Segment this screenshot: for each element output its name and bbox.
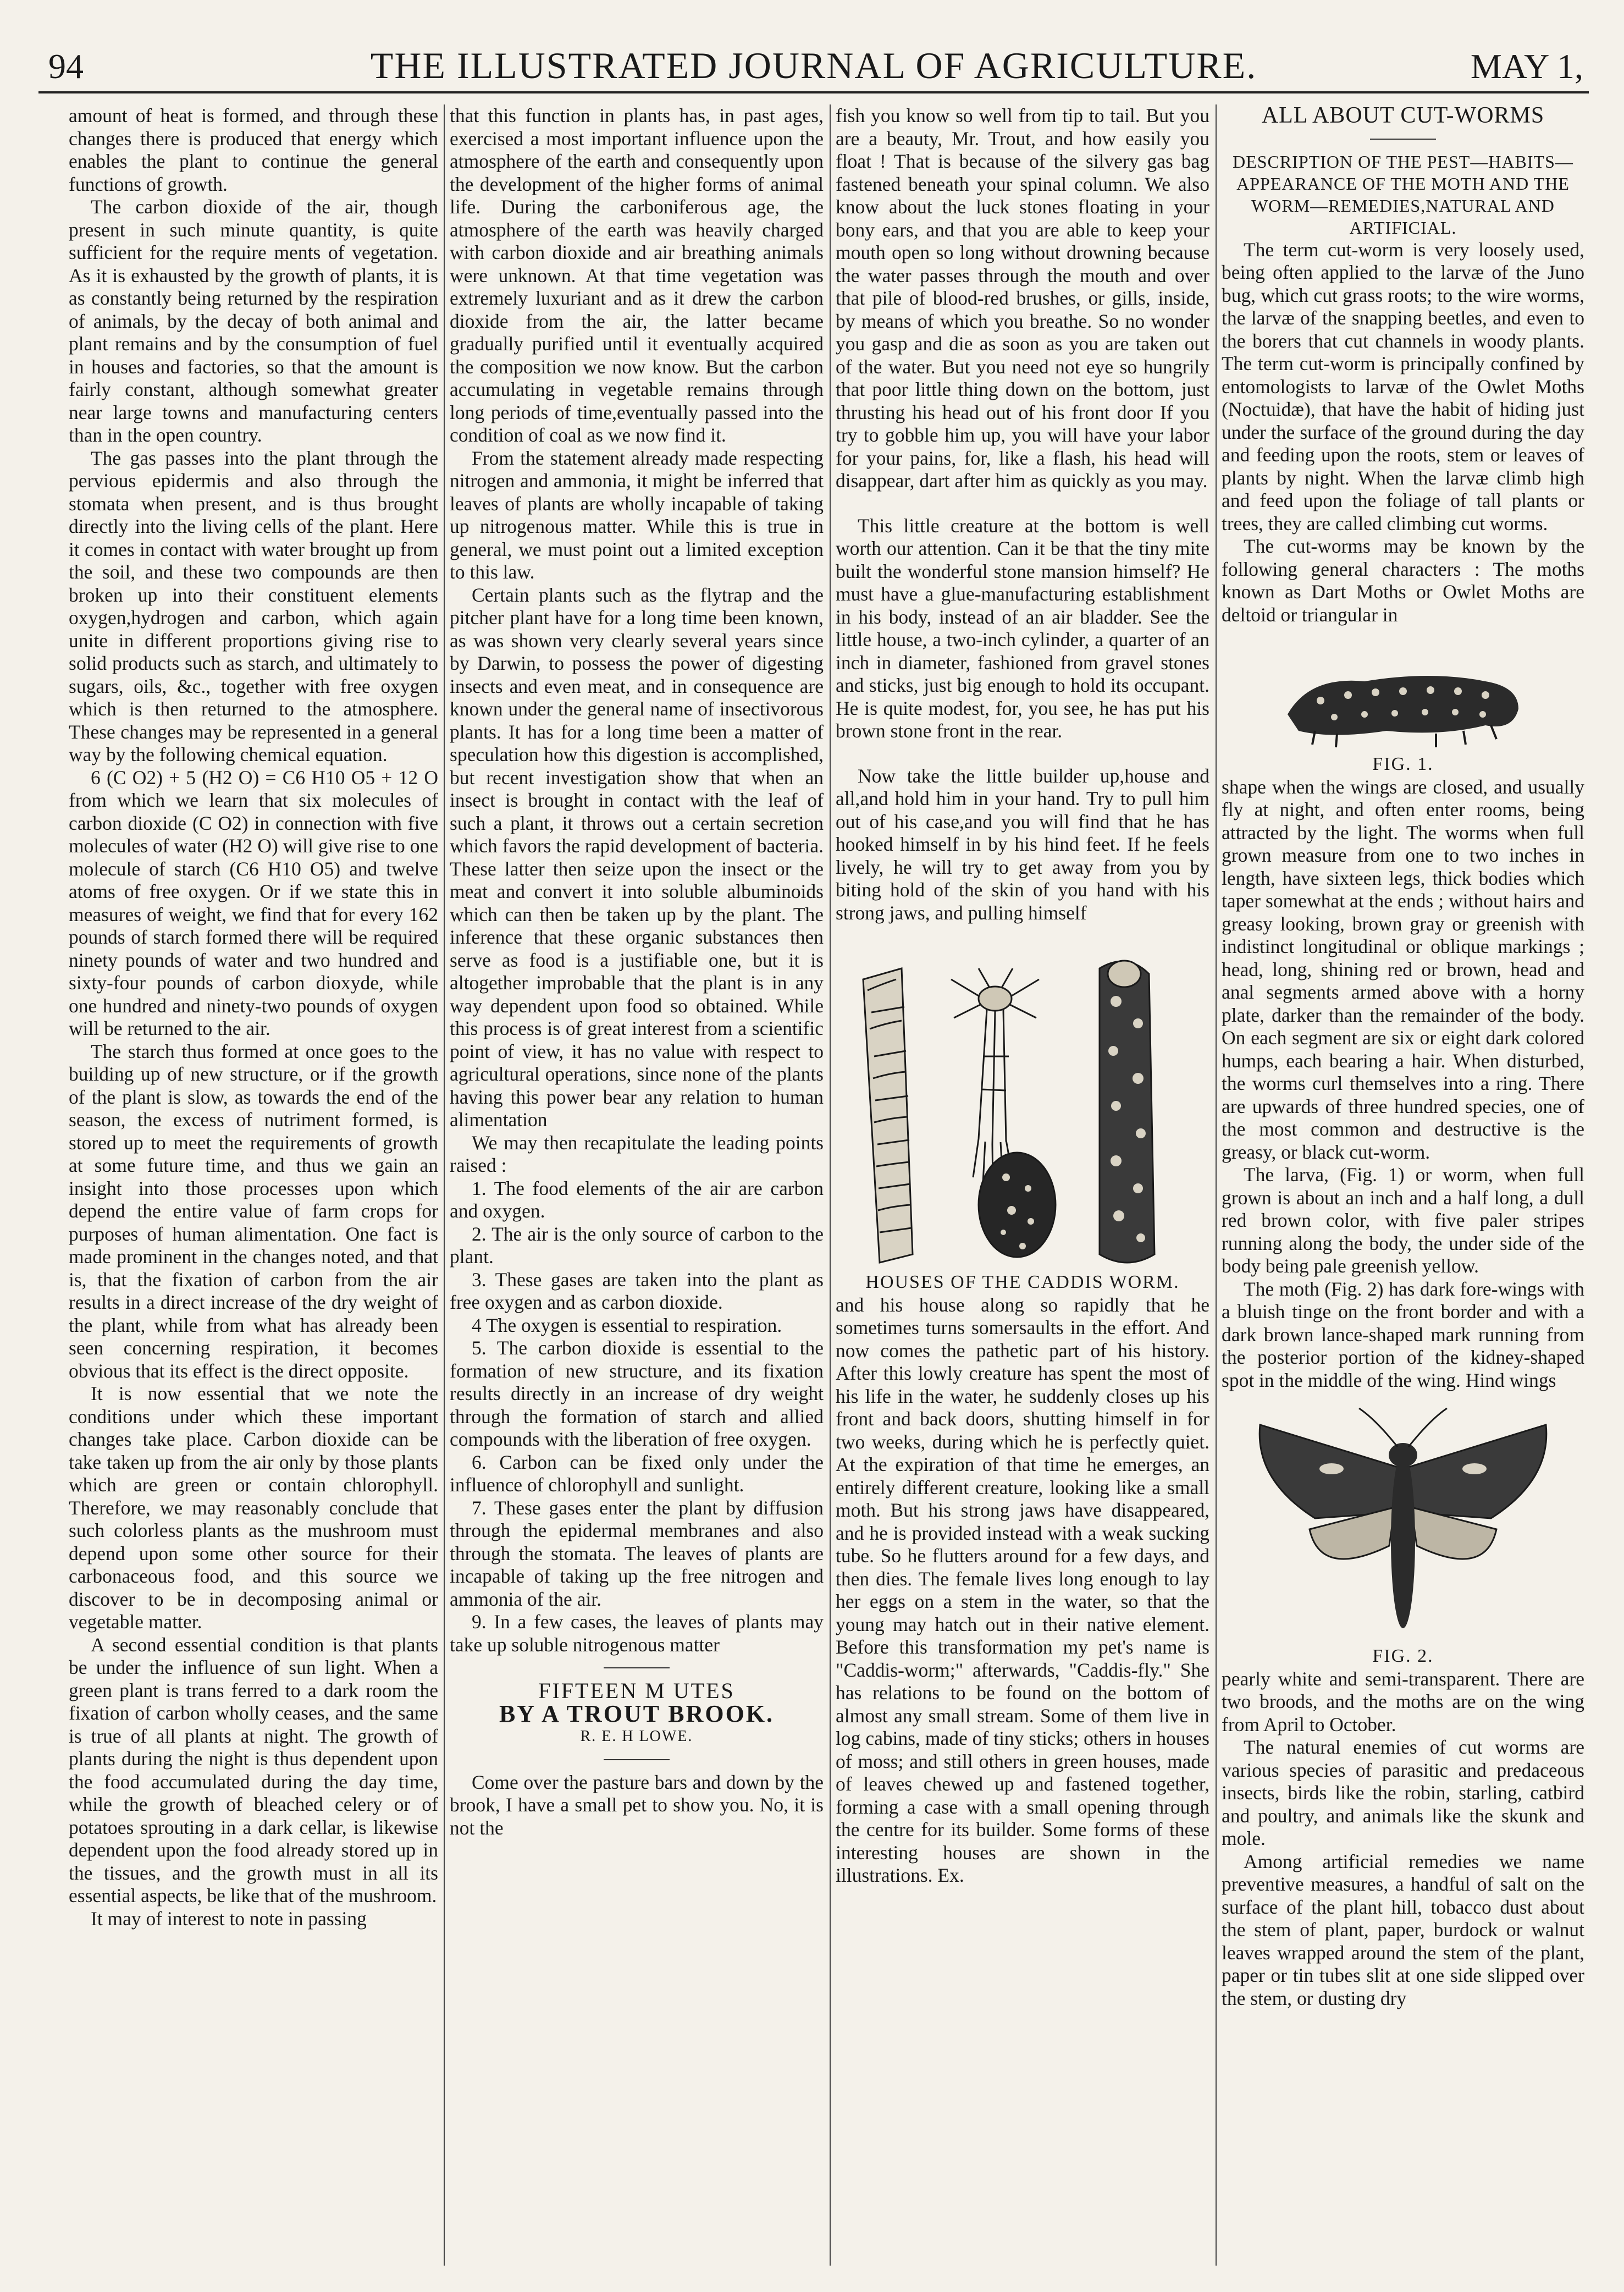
divider <box>604 1759 670 1760</box>
paragraph: Certain plants such as the flytrap and the pitcher plant have for a long time been known, as was shown very clearly several years since by Darwin, to possess the power of digesting insects and even meat, and in consequence are known under the general name of insectivorous plants. It has for a long time been a matter of speculation how this digestion is accomplished, but recent investigation show that when an insect is brought in contact with the leaf of such a plant, it throws out a certain secretion which favors the rapid development of bacteria. These latter then seize upon the insect or the meat and convert it into soluble albuminoids which can then be taken up by the plant. The inference that these organic substances then serve as food is a justifiable one, but it is altogether improbable that the plant is in any way dependent upon food so obtained. While this process is of great interest from a scientific point of view, it has no value with respect to agricultural operations, since none of the plants having this power bear any relation to human alimentation <box>450 583 824 1131</box>
cutworm-larva-illustration <box>1277 643 1529 753</box>
paragraph: Now take the little builder up,house and all,and hold him in your hand. Try to pull him out of his case,and you will find that he has hooked himself in by his hind feet. If he feels lively, he will try to get away from you by biting hold of the skin of you hand with his strong jaws, and pulling himself <box>836 764 1209 924</box>
caddis-houses-illustration <box>841 946 1204 1271</box>
story-title: FIFTEEN M UTES <box>538 1678 735 1703</box>
figure-caption: FIG. 2. <box>1372 1646 1434 1666</box>
page-number: 94 <box>48 47 84 86</box>
divider <box>604 1667 670 1668</box>
paragraph: Among artificial remedies we name preventive measures, a handful of salt on the surface of the plant hill, tobacco dust about the stem of plant, paper, burdock or walnut leaves wrapped around the stem of the plant, paper or tin tubes slit at one side slipped over the stem, or dusting dry <box>1222 1850 1584 2009</box>
story-byline: R. E. H LOWE. <box>580 1728 693 1745</box>
paragraph: amount of heat is formed, and through these changes there is produced that energy which enables the plant to continue the general functions of growth. <box>69 104 438 195</box>
column-2 <box>450 104 824 2266</box>
list-item: 6. Carbon can be fixed only under the influence of chlorophyll and sunlight. <box>450 1451 824 1496</box>
paragraph: It may of interest to note in passing <box>91 1907 367 1930</box>
paragraph: shape when the wings are closed, and usually fly at night, and often enter rooms, being attracted by the light. The worms when full grown measure from one to two inches in length, have sixteen legs, thick bodies which taper somewhat at the ends ; without hairs and greasy looking, brown gray or greenish with indistinct longitudinal or oblique markings ; head, long, shining red or brown, head and anal segments armed above with a horny plate, darker than the remainder of the body. On each segment are six or eight dark colored humps, each bearing a hair. When disturbed, the worms curl themselves into a ring. There are upwards of three hundred species, one of the most common and destructive is the greasy, or black cut-worm. <box>1222 775 1584 1163</box>
story-headline: BY A TROUT BROOK. <box>499 1700 775 1727</box>
paragraph: 6 (C O2) + 5 (H2 O) = C6 H10 O5 + 12 O from which we learn that six molecules of carbon dioxide (C O2) in connection with five molecules of water (H2 O) will give rise to one molecule of starch (C6 H10 O5) and twelve atoms of free oxygen. Or if we state this in measures of weight, we find that for every 162 pounds of starch formed there will be required ninety pounds of water and two hundred and sixty-four pounds of carbon dioxyde, while one hundred and ninety-two pounds of oxygen will be returned to the air. <box>69 766 438 1039</box>
column-rule <box>1216 104 1217 2266</box>
list-item: 2. The air is the only source of carbon to the plant. <box>450 1222 824 1268</box>
paragraph: The gas passes into the plant through the pervious epidermis and also through the stomata when present, and is thus brought directly into the living cells of the plant. Here it comes in contact with water brought up from the soil, and these two compounds are then broken up into their constituent elements oxygen,hydrogen and carbon, which again unite in different proportions giving rise to solid products such as starch, and ultimately to sugars, oils, &c., together with free oxygen which is then returned to the atmosphere. These changes may be represented in a general way by the following chemical equation. <box>69 447 438 765</box>
owlet-moth-illustration <box>1249 1403 1557 1645</box>
paragraph: The cut-worms may be known by the following general characters : The moths known as Dart Moths or Owlet Moths are deltoid or triangular in <box>1222 535 1584 626</box>
figure-caption: FIG. 1. <box>1372 754 1434 774</box>
paragraph: From the statement already made respecting nitrogen and ammonia, it might be inferred that leaves of plants are wholly incapable of taking up nitrogenous matter. While this is true in general, we must point out a limited exception to this law. <box>450 447 824 583</box>
divider <box>1370 139 1436 140</box>
article-title: ALL ABOUT CUT-WORMS <box>1261 104 1545 128</box>
paragraph: The larva, (Fig. 1) or worm, when full grown is about an inch and a half long, a dull red brown color, with five paler stripes running along the body, the under side of the body being pale greenish yellow. <box>1222 1164 1584 1277</box>
list-item: 5. The carbon dioxide is essential to the formation of new structure, and its fixation results directly in an increase of dry weight through the formation of starch and allied compounds with the liberation of free oxygen. <box>450 1337 824 1450</box>
paragraph: The natural enemies of cut worms are various species of parasitic and predaceous insects, birds like the robin, starling, catbird and poultry, and animals like the skunk and mole. <box>1222 1736 1584 1849</box>
paragraph: Come over the pasture bars and down by the brook, I have a small pet to show you. No, it is not the <box>450 1771 824 1839</box>
paragraph: The term cut-worm is very loosely used, being often applied to the larvæ of the Juno bug, which cut grass roots; to the wire worms, the larvæ of the snapping beetles, and even to the borers that cut channels in woody plants. The term cut-worm is principally confined by entomologists to larvæ of the Owlet Moths (Noctuidæ), that have the habit of hiding just under the surface of the ground during the day and feeding upon the roots, stem or leaves of plants by night. When the larvæ climb high and feed upon the foliage of tall plants or trees, they are called climbing cut worms. <box>1222 238 1584 535</box>
page-header <box>38 31 1589 93</box>
paragraph: The carbon dioxide of the air, though present in such minute quantity, is quite sufficient for the require ments of vegetation. As it is exhausted by the growth of plants, it is as constantly being returned by the respiration of animals, by the decay of both animal and plant remains and by the consumption of fuel in houses and factories, so that the amount is fairly constant, although somewhat greater near large towns and manufacturing centers than in the open country. <box>69 196 438 446</box>
list-item: 3. These gases are taken into the plant as free oxygen and as carbon dioxide. <box>450 1268 824 1313</box>
list-item: 1. The food elements of the air are carbon and oxygen. <box>450 1177 824 1222</box>
list-item: 7. These gases enter the plant by diffusion through the epidermal membranes and also through the stomata. The leaves of plants are incapable of taking up the free nitrogen and ammonia of the air. <box>450 1496 824 1610</box>
list-item: 4 The oxygen is essential to respiration. <box>472 1314 782 1336</box>
paragraph: The starch thus formed at once goes to the building up of new structure, or if the growth of the plant is slow, as towards the end of the season, the excess of nutriment formed, is stored up to meet the requirements of growth at some future time, and thus we gain an insight into those processes upon which depend the entire value of farm crops for purposes of human alimentation. One fact is made prominent in the changes noted, and that is, that the fixation of carbon from the air results in a direct increase of the dry weight of the plant, while from what has already been seen concerning respiration, it becomes obvious that its effect is the direct opposite. <box>69 1040 438 1382</box>
column-1 <box>69 104 438 2266</box>
paragraph: and his house along so rapidly that he sometimes turns somersaults in the effort. And now comes the pathetic part of his history. After this lowly creature has spent the most of his life in the water, he suddenly closes up his front and back doors, shutting himself in for two weeks, during which he is perfectly quiet. At the expiration of that time he emerges, an entirely different creature, looking like a small moth. But his strong jaws have disappeared, and he is provided instead with a weak sucking tube. So he flutters around for a few days, and then dies. The female lives long enough to lay her eggs on a stem in the water, so that the young may hatch out in their native element. Before this transformation my pet's name is "Caddis-worm;" afterwards, "Caddis-fly." She has relations to be found on the bottom of almost any small stream. Some of them live in log cabins, made of tiny sticks; others in houses of moss; and still others in green houses, made of leaves chewed up and fastened together, forming a case with a small opening through the centre for its builder. Some forms of these interesting houses are shown in the illustrations. Ex. <box>836 1293 1209 1886</box>
column-4 <box>1222 104 1584 2266</box>
list-item: 9. In a few cases, the leaves of plants may take up soluble nitrogenous matter <box>450 1611 824 1656</box>
paragraph: fish you know so well from tip to tail. But you are a beauty, Mr. Trout, and how easily you float ! That is because of the silvery gas bag fastened beneath your spinal column. We also know about the luck stones floating in your bony ears, and that you are able to keep your mouth open so long without drowning because the water passes through the mouth and over that pile of blood-red brushes, or gills, inside, by means of which you breathe. So no wonder you gasp and die as soon as you are taken out of the water. But you need not eye so hungrily that poor little thing down on the bottom, just thrusting his head out of his front door If you try to gobble him up, you will have your labor for your pains, for, like a flash, his head will disappear, dart after him as quickly as you may. <box>836 104 1209 492</box>
paragraph: A second essential condition is that plants be under the influence of sun light. When a green plant is trans ferred to a dark room the fixation of carbon wholly ceases, and the same is true of all plants at night. The growth of plants during the night is thus dependent upon the food accumulated during the day time, while the growth of bleached celery or of potatoes sprouting in a dark cellar, is likewise dependent upon the food already stored up in the tissues, and the growth must in all its essential aspects, be like that of the mushroom. <box>69 1633 438 1907</box>
paragraph: It is now essential that we note the conditions under which these important changes take place. Carbon dioxide can be take taken up from the air only by those plants which are green or contain chlorophyll. Therefore, we may reasonably conclude that such colorless plants as the mushroom must depend upon some other source for their carbonaceous food, and this source we discover to be in decomposing animal or vegetable matter. <box>69 1382 438 1633</box>
journal-title: THE ILLUSTRATED JOURNAL OF AGRICULTURE. <box>370 45 1257 86</box>
figure-caption: HOUSES OF THE CADDIS WORM. <box>865 1272 1180 1292</box>
paragraph: pearly white and semi-transparent. There are two broods, and the moths are on the wing from April to October. <box>1222 1667 1584 1735</box>
issue-date: MAY 1, <box>1470 47 1583 86</box>
column-3 <box>836 104 1209 2266</box>
paragraph: This little creature at the bottom is well worth our attention. Can it be that the tiny mite built the wonderful stone mansion himself? He must have a glue-manufacturing establishment in his body, instead of an air bladder. See the little house, a two-inch cylinder, a quarter of an inch in diameter, fashioned from gravel stones and sticks, just big enough to hold its occupant. He is quite modest, for, you see, he has put his brown stone front in the rear. <box>836 514 1209 742</box>
paragraph: We may then recapitulate the leading points raised : <box>450 1131 824 1176</box>
paragraph: that this function in plants has, in past ages, exercised a most important influence upon the atmosphere of the earth and consequently upon the development of the higher forms of animal life. During the carboniferous age, the atmosphere of the earth was heavily charged with carbon dioxide and air breathing animals were unknown. At that time vegetation was extremely luxuriant and as it drew the carbon dioxide from the air, the latter became gradually purified until it eventually acquired the composition we now know. But the carbon accumulating in vegetable remains through long periods of time,eventually passed into the condition of coal as we now find it. <box>450 104 824 446</box>
paragraph: The moth (Fig. 2) has dark fore-wings with a bluish tinge on the front border and with a dark brown lance-shaped mark running from the posterior portion of the kidney-shaped spot in the middle of the wing. Hind wings <box>1222 1277 1584 1391</box>
column-rule <box>830 104 831 2266</box>
column-rule <box>444 104 445 2266</box>
article-subhead: DESCRIPTION OF THE PEST—HABITS—APPEARANCE OF THE MOTH AND THE WORM—REMEDIES,NATURAL AND ARTIFICIAL. <box>1233 151 1573 238</box>
